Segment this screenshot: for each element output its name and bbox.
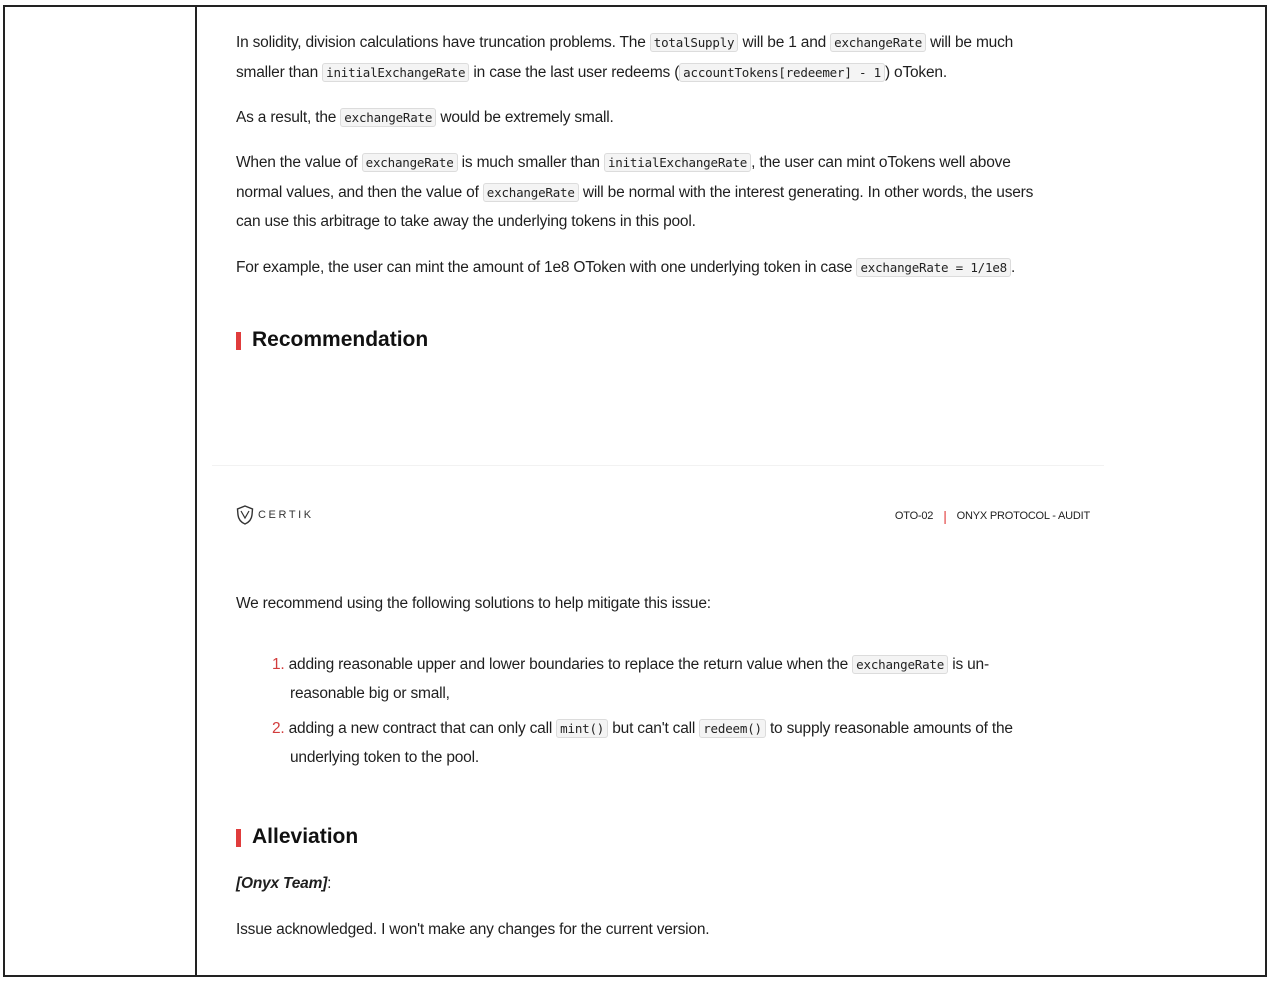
team-label — [236, 869, 331, 899]
code-inline: mint() — [556, 719, 608, 738]
text: to supply reasonable amounts of the — [765, 720, 1013, 737]
text: underlying token to the pool. — [290, 748, 479, 766]
text: : — [327, 875, 332, 892]
text: will be much — [926, 34, 1014, 51]
list-number: 2. — [272, 720, 285, 737]
text: in case the last user redeems ( — [469, 63, 680, 81]
text: adding reasonable upper and lower boundaries to replace the return value when the — [288, 656, 853, 673]
logo-text: CERTIK — [258, 509, 314, 521]
text: will be 1 and — [738, 34, 831, 51]
text: will be normal with the interest generating. In other words, the users — [578, 183, 1034, 201]
code-inline: accountTokens[redeemer] - 1 — [679, 63, 885, 82]
paragraph-example — [236, 253, 1015, 283]
paragraph-result — [236, 103, 614, 133]
code-inline: totalSupply — [650, 33, 739, 52]
certik-shield-icon — [236, 505, 254, 525]
code-inline: initialExchangeRate — [322, 63, 469, 82]
certik-logo — [236, 505, 314, 525]
recommend-intro: We recommend using the following solutions to help mitigate this issue: — [236, 595, 711, 612]
frame-divider — [195, 5, 197, 977]
finding-id: OTO-02 — [894, 510, 934, 522]
list-item — [272, 651, 989, 708]
text: , the user can mint oTokens well above — [751, 154, 1011, 171]
text: can use this arbitrage to take away the underlying tokens in this pool. — [236, 213, 696, 230]
text: but can't call — [608, 720, 700, 737]
heading-recommendation: Recommendation — [236, 328, 428, 352]
text: is un- — [948, 656, 989, 673]
text: When the value of — [236, 154, 362, 171]
text: . — [1010, 259, 1016, 276]
text: In solidity, division calculations have truncation problems. The — [236, 34, 650, 51]
code-inline: exchangeRate — [340, 108, 436, 127]
code-inline: exchangeRate — [483, 183, 579, 202]
text: smaller than — [236, 63, 323, 81]
list-item — [272, 715, 1013, 772]
separator: | — [943, 508, 947, 524]
code-inline: exchangeRate — [362, 153, 458, 172]
report-name: ONYX PROTOCOL - AUDIT — [956, 510, 1090, 522]
code-inline: exchangeRate — [830, 33, 926, 52]
paragraph-truncation — [236, 28, 1013, 87]
list-number: 1. — [272, 656, 285, 673]
team-name: [Onyx Team] — [236, 875, 328, 892]
text: adding a new contract that can only call — [288, 720, 557, 737]
text: normal values, and then the value of — [236, 183, 483, 201]
text: would be extremely small. — [436, 109, 614, 126]
text: reasonable big or small, — [290, 684, 450, 702]
text: As a result, the — [236, 109, 341, 126]
text: ) oToken. — [884, 63, 947, 81]
code-inline: exchangeRate — [852, 655, 948, 674]
heading-alleviation: Alleviation — [236, 825, 358, 849]
text: is much smaller than — [457, 154, 604, 171]
page-break-rule — [212, 465, 1104, 466]
page-reference — [895, 508, 1090, 524]
code-inline: initialExchangeRate — [604, 153, 751, 172]
code-inline: exchangeRate = 1/1e8 — [856, 258, 1011, 277]
text: For example, the user can mint the amount of 1e8 OToken with one underlying token in case — [236, 259, 857, 276]
code-inline: redeem() — [699, 719, 766, 738]
team-response: Issue acknowledged. I won't make any changes for the current version. — [236, 921, 710, 938]
paragraph-arbitrage — [236, 148, 1033, 237]
